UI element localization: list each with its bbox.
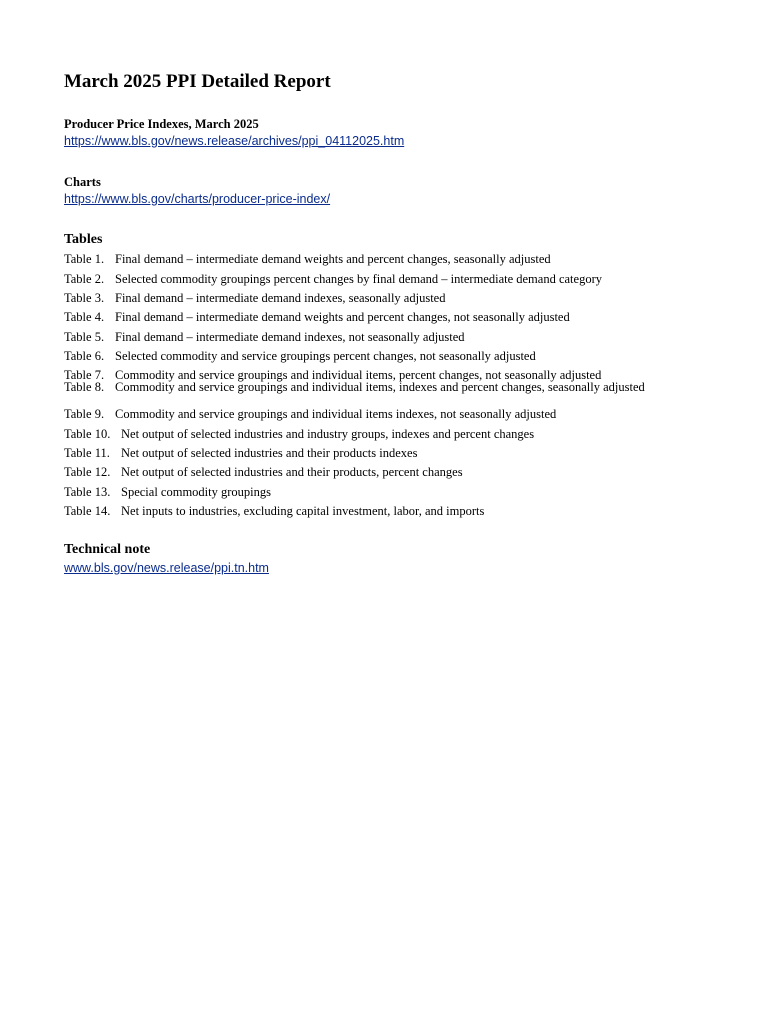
table-row <box>64 252 551 266</box>
release-label: Producer Price Indexes, March 2025 <box>64 117 259 131</box>
release-link[interactable]: https://www.bls.gov/news.release/archives/ppi_04112025.htm <box>64 134 405 148</box>
table-number: Table 11. <box>64 446 110 460</box>
table-description: Final demand – intermediate demand weights and percent changes, not seasonally adjusted <box>115 310 570 324</box>
technical-note-link[interactable]: www.bls.gov/news.release/ppi.tn.htm <box>64 561 269 575</box>
table-row <box>64 446 417 460</box>
table-description: Net inputs to industries, excluding capital investment, labor, and imports <box>121 504 485 518</box>
table-description: Selected commodity and service groupings percent changes, not seasonally adjusted <box>115 349 536 363</box>
table-number: Table 4. <box>64 310 105 324</box>
table-description: Net output of selected industries and their products, percent changes <box>121 465 463 479</box>
table-description: Commodity and service groupings and individual items indexes, not seasonally adjusted <box>115 407 557 421</box>
table-description: Final demand – intermediate demand indexes, not seasonally adjusted <box>115 330 465 344</box>
table-number: Table 3. <box>64 291 105 305</box>
technical-note-heading: Technical note <box>64 542 151 557</box>
table-number: Table 10. <box>64 427 111 441</box>
table-description: Net output of selected industries and their products indexes <box>121 446 418 460</box>
table-description: Net output of selected industries and industry groups, indexes and percent changes <box>121 427 535 441</box>
table-number: Table 14. <box>64 504 111 518</box>
table-number: Table 9. <box>64 407 105 421</box>
tables-heading: Tables <box>64 232 103 247</box>
table-row <box>64 485 271 499</box>
charts-label: Charts <box>64 175 101 189</box>
table-number: Table 13. <box>64 485 111 499</box>
table-row <box>64 427 534 441</box>
document-title: March 2025 PPI Detailed Report <box>64 71 331 92</box>
table-row <box>64 291 445 305</box>
charts-link[interactable]: https://www.bls.gov/charts/producer-price-index/ <box>64 192 331 206</box>
table-description: Selected commodity groupings percent changes by final demand – intermediate demand category <box>115 272 602 286</box>
table-row <box>64 310 570 324</box>
table-number: Table 12. <box>64 465 111 479</box>
table-description: Final demand – intermediate demand weights and percent changes, seasonally adjusted <box>115 252 551 266</box>
table-row <box>64 272 602 286</box>
table-description: Commodity and service groupings and individual items, percent changes, not seasonally adjusted <box>115 368 602 382</box>
table-description: Commodity and service groupings and individual items, indexes and percent changes, seasonally adjusted <box>115 380 645 394</box>
table-row <box>64 380 645 394</box>
table-row <box>64 504 484 518</box>
table-description: Final demand – intermediate demand indexes, seasonally adjusted <box>115 291 446 305</box>
table-number: Table 2. <box>64 272 105 286</box>
table-number: Table 8. <box>64 380 105 394</box>
table-number: Table 5. <box>64 330 105 344</box>
table-number: Table 6. <box>64 349 105 363</box>
table-number: Table 7. <box>64 368 105 382</box>
table-row <box>64 330 465 344</box>
table-description: Special commodity groupings <box>121 485 271 499</box>
table-number: Table 1. <box>64 252 105 266</box>
table-row <box>64 349 536 363</box>
table-row <box>64 465 463 479</box>
table-row <box>64 407 556 421</box>
